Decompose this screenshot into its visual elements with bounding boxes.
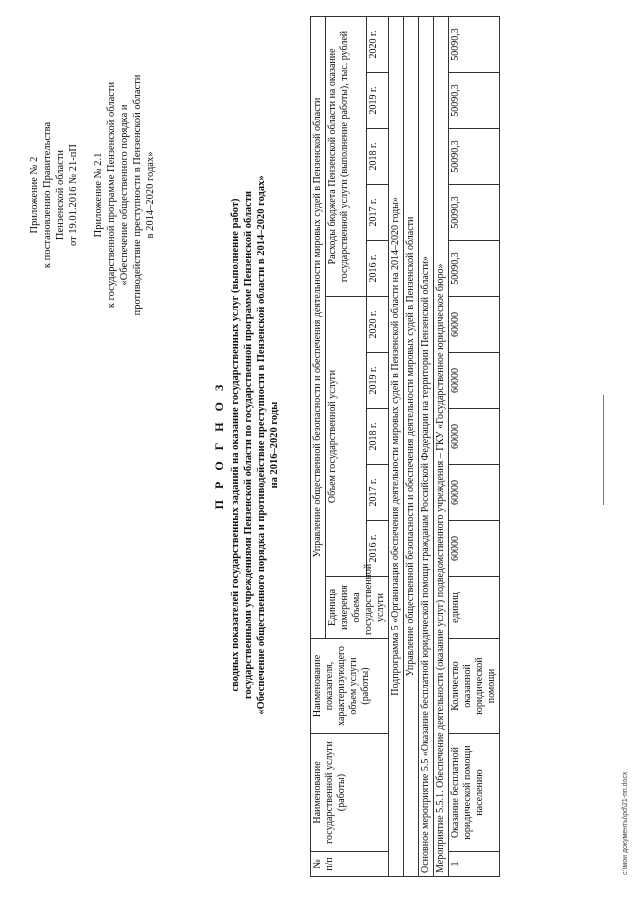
expense-cell: 50090,3 xyxy=(449,185,500,241)
year-cell: 2016 г. xyxy=(366,241,389,297)
main-event-cell: Основное мероприятие 5.5 «Оказание бесплатной юридической помощи гражданам Российской Федерации на территории Пензенской области» xyxy=(419,16,434,876)
title-line: «Обеспечение общественного порядка и противодействие преступности в Пензенской области в 2014–2020 годах» xyxy=(256,175,267,715)
row-service: Оказание бесплатной юридической помощи населению xyxy=(449,734,500,852)
title-line: на 2016–2020 годы xyxy=(269,401,280,489)
document-title xyxy=(212,45,281,845)
title-heading: П Р О Г Н О З xyxy=(212,380,226,510)
expense-cell: 50090,3 xyxy=(449,129,500,185)
volume-cell: 60000 xyxy=(449,409,500,465)
appendix-line: противодействие преступности в Пензенской области xyxy=(132,74,143,316)
year-cell: 2016 г. xyxy=(366,521,389,577)
volume-cell: 60000 xyxy=(449,465,500,521)
expense-cell: 50090,3 xyxy=(449,73,500,129)
table-section-row xyxy=(389,16,404,876)
table-section-row xyxy=(404,16,419,876)
row-unit: единиц xyxy=(449,577,500,639)
year-cell: 2018 г. xyxy=(366,409,389,465)
expense-cell: 50090,3 xyxy=(449,16,500,72)
department-cell: Управление общественной безопасности и обеспечения деятельности мировых судей в Пензенской области xyxy=(404,16,419,876)
expense-cell: 50090,3 xyxy=(449,241,500,297)
title-line: сводных показателей государственных заданий на оказание государственных услуг (выполнение работ) xyxy=(230,198,241,692)
volume-cell: 60000 xyxy=(449,297,500,353)
appendix-line: от 19.01.2016 № 21-пП xyxy=(68,143,79,247)
separator-line xyxy=(603,395,604,505)
table-header-row xyxy=(311,16,326,876)
table-section-row xyxy=(434,16,449,876)
header-manager: Управление общественной безопасности и обеспечения деятельности мировых судей в Пензенской области xyxy=(311,16,326,638)
row-indicator: Количество оказанной юридической помощи xyxy=(449,639,500,734)
forecast-table xyxy=(310,16,500,877)
appendix-line: Приложение № 2.1 xyxy=(93,152,104,238)
subprogram-cell: Подпрограмма 5 «Организация обеспечения деятельности мировых судей в Пензенской области на 2014–2020 годы» xyxy=(389,16,404,876)
header-expense: Расходы бюджета Пензенской области на оказание государственной услуги (выполнение работы), тыс. рублей xyxy=(326,16,367,296)
header-unit: Единица измерения объема государственной услуги xyxy=(326,577,389,639)
event-cell: Мероприятие 5.5.1. Обеспечение деятельности (оказание услуг) подведомственного учреждения – ГКУ «Государственное юридическое бюро» xyxy=(434,16,449,876)
appendix-line: Пензенской области xyxy=(55,149,66,241)
appendix-line: «Обеспечение общественного порядка и xyxy=(119,104,130,286)
header-indicator: Наименование показателя, характеризующего объем услуги (работы) xyxy=(311,639,389,734)
appendix-line: в 2014–2020 годах» xyxy=(145,151,156,239)
year-cell: 2017 г. xyxy=(366,185,389,241)
title-line: государственными учреждениями Пензенской области по государственной программе Пензенской области xyxy=(243,190,254,700)
table-section-row xyxy=(419,16,434,876)
appendix-header xyxy=(28,50,80,340)
header-service: Наименование государственной услуги (работы) xyxy=(311,734,389,852)
file-path-footer: c:\мои документы\pd\21-пп.docx xyxy=(622,771,629,875)
year-cell: 2018 г. xyxy=(366,129,389,185)
appendix-subheader xyxy=(92,50,157,340)
header-volume: Объем государственной услуги xyxy=(326,297,367,577)
year-cell: 2019 г. xyxy=(366,353,389,409)
table-row xyxy=(449,16,500,876)
row-num: 1 xyxy=(449,852,500,877)
year-cell: 2020 г. xyxy=(366,297,389,353)
appendix-line: к постановлению Правительства xyxy=(42,121,53,269)
header-num: № п/п xyxy=(311,852,389,877)
volume-cell: 60000 xyxy=(449,353,500,409)
appendix-line: к государственной программе Пензенской области xyxy=(106,81,117,309)
volume-cell: 60000 xyxy=(449,521,500,577)
year-cell: 2020 г. xyxy=(366,16,389,72)
year-cell: 2019 г. xyxy=(366,73,389,129)
year-cell: 2017 г. xyxy=(366,465,389,521)
appendix-line: Приложение № 2 xyxy=(29,156,40,234)
